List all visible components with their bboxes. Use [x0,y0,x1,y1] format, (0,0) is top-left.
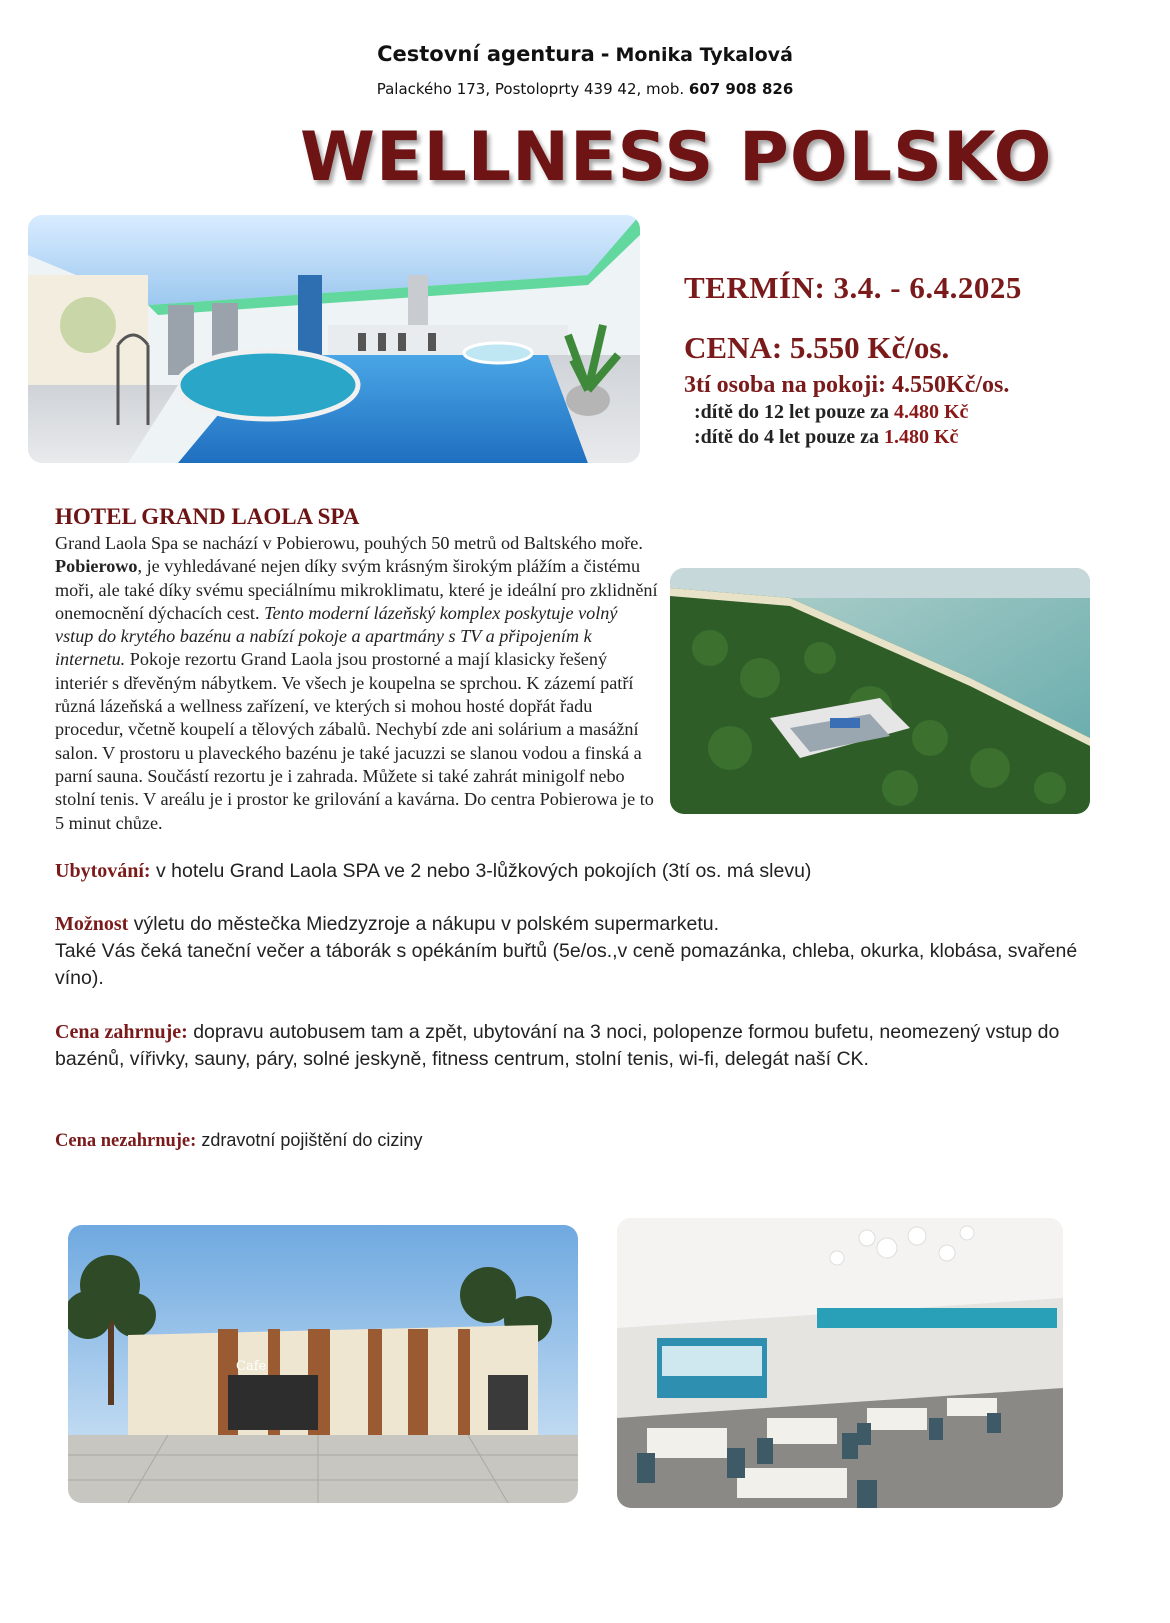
desc-part1: Grand Laola Spa se nachází v Pobierowu, pouhých 50 metrů od Baltského moře. [55,533,643,553]
price: CENA: 5.550 Kč/os. [684,330,950,365]
price-excludes-text: zdravotní pojištění do ciziny [201,1130,423,1150]
price-excludes-label: Cena nezahrnuje: [55,1131,197,1151]
agency-label: Cestovní agentura [377,42,595,66]
aerial-illustration [670,568,1090,814]
price-box [684,270,1022,449]
desc-italic: Tento moderní lázeňský komplex poskytuje volný vstup do krytého bazénu a nabízí pokoje a apartmány s TV a připojením k internetu. [55,602,618,670]
price-includes-text: dopravu autobusem tam a zpět, ubytování na 3 noci, polopenze formou bufetu, neomezený vstup do bazénů, vířivky, sauny, páry, solné jeskyně, fitness centrum, stolní tenis, wi-fi, delegát naší CK. [55,1021,1060,1070]
price-excludes-section [55,1127,1115,1155]
cafe-sign: Cafe [236,1359,267,1374]
agency-name [0,42,1170,66]
agency-owner: Monika Tykalová [615,44,793,66]
phone-number: 607 908 826 [688,80,794,98]
child-4-price [694,426,1022,449]
trip-section [55,911,1115,992]
trip-text: výletu do městečka Miedzyzroje a nákupu v polském supermarketu. [133,913,720,935]
term-date: TERMÍN: 3.4. - 6.4.2025 [684,270,1022,305]
page-title: WELLNESS POLSKO [300,118,1053,197]
child-12-text: :dítě do 12 let pouze za [694,401,889,423]
price-includes-section [55,1019,1115,1073]
accommodation-label: Ubytování: [55,860,151,882]
trip-label: Možnost [55,913,129,935]
child-12-amount: 4.480 Kč [893,401,969,423]
child-12-price [694,401,1022,424]
aerial-photo [670,568,1090,814]
exterior-illustration [68,1225,578,1503]
accommodation-section [55,858,1115,885]
restaurant-photo [617,1218,1063,1508]
agency-separator: - [600,42,610,66]
agency-address [0,80,1170,98]
desc-part3: Pokoje rezortu Grand Laola jsou prostorné a mají klasicky řešený interiér s dřevěným nábytkem. Ve všech je koupelna se sprchou. K zázemí patří různá lázeňská a wellness zařízení, ve kterých si mohou hosté dopřát řadu procedur, včetně koupelí a tělových zábalů. Nechybí zde ani solárium a masážní salon. V prostoru u plaveckého bazénu je také jacuzzi se slanou vodou a finská a parní sauna. Součástí rezortu je i zahrada. Můžete si také zahrát minigolf nebo stolní tenis. V areálu je i prostor ke grilování a kavárna. Do centra Pobierowa je to 5 minut chůze. [55,649,654,833]
pool-photo [28,215,640,463]
restaurant-illustration [617,1218,1063,1508]
hotel-exterior-photo [68,1225,578,1503]
hotel-title: HOTEL GRAND LAOLA SPA [55,504,360,529]
address-text: Palackého 173, Postoloprty 439 42, mob. [376,80,685,98]
desc-bold-pobierowo: Pobierowo [55,556,138,577]
trip-text-2: Také Vás čeká taneční večer a táborák s opékáním buřtů (5e/os.,v ceně pomazánka, chleba, okurka, klobása, svařené víno). [55,940,1078,989]
accommodation-text: v hotelu Grand Laola SPA ve 2 nebo 3-lůžkových pokojích (3tí os. má slevu) [156,860,812,882]
desc-part2: , je vyhledávané nejen díky svým krásným širokým plážím a čistému moři, ale také díky svému speciálnímu mikroklimatu, které je ideální pro zklidnění onemocnění dýchacích cest. [55,556,658,623]
price-includes-label: Cena zahrnuje: [55,1021,188,1043]
pool-illustration [28,215,640,463]
hotel-description [55,532,1090,835]
third-person-price: 3tí osoba na pokoji: 4.550Kč/os. [684,372,1010,398]
child-4-text: :dítě do 4 let pouze za [694,426,879,448]
child-4-amount: 1.480 Kč [883,426,959,448]
